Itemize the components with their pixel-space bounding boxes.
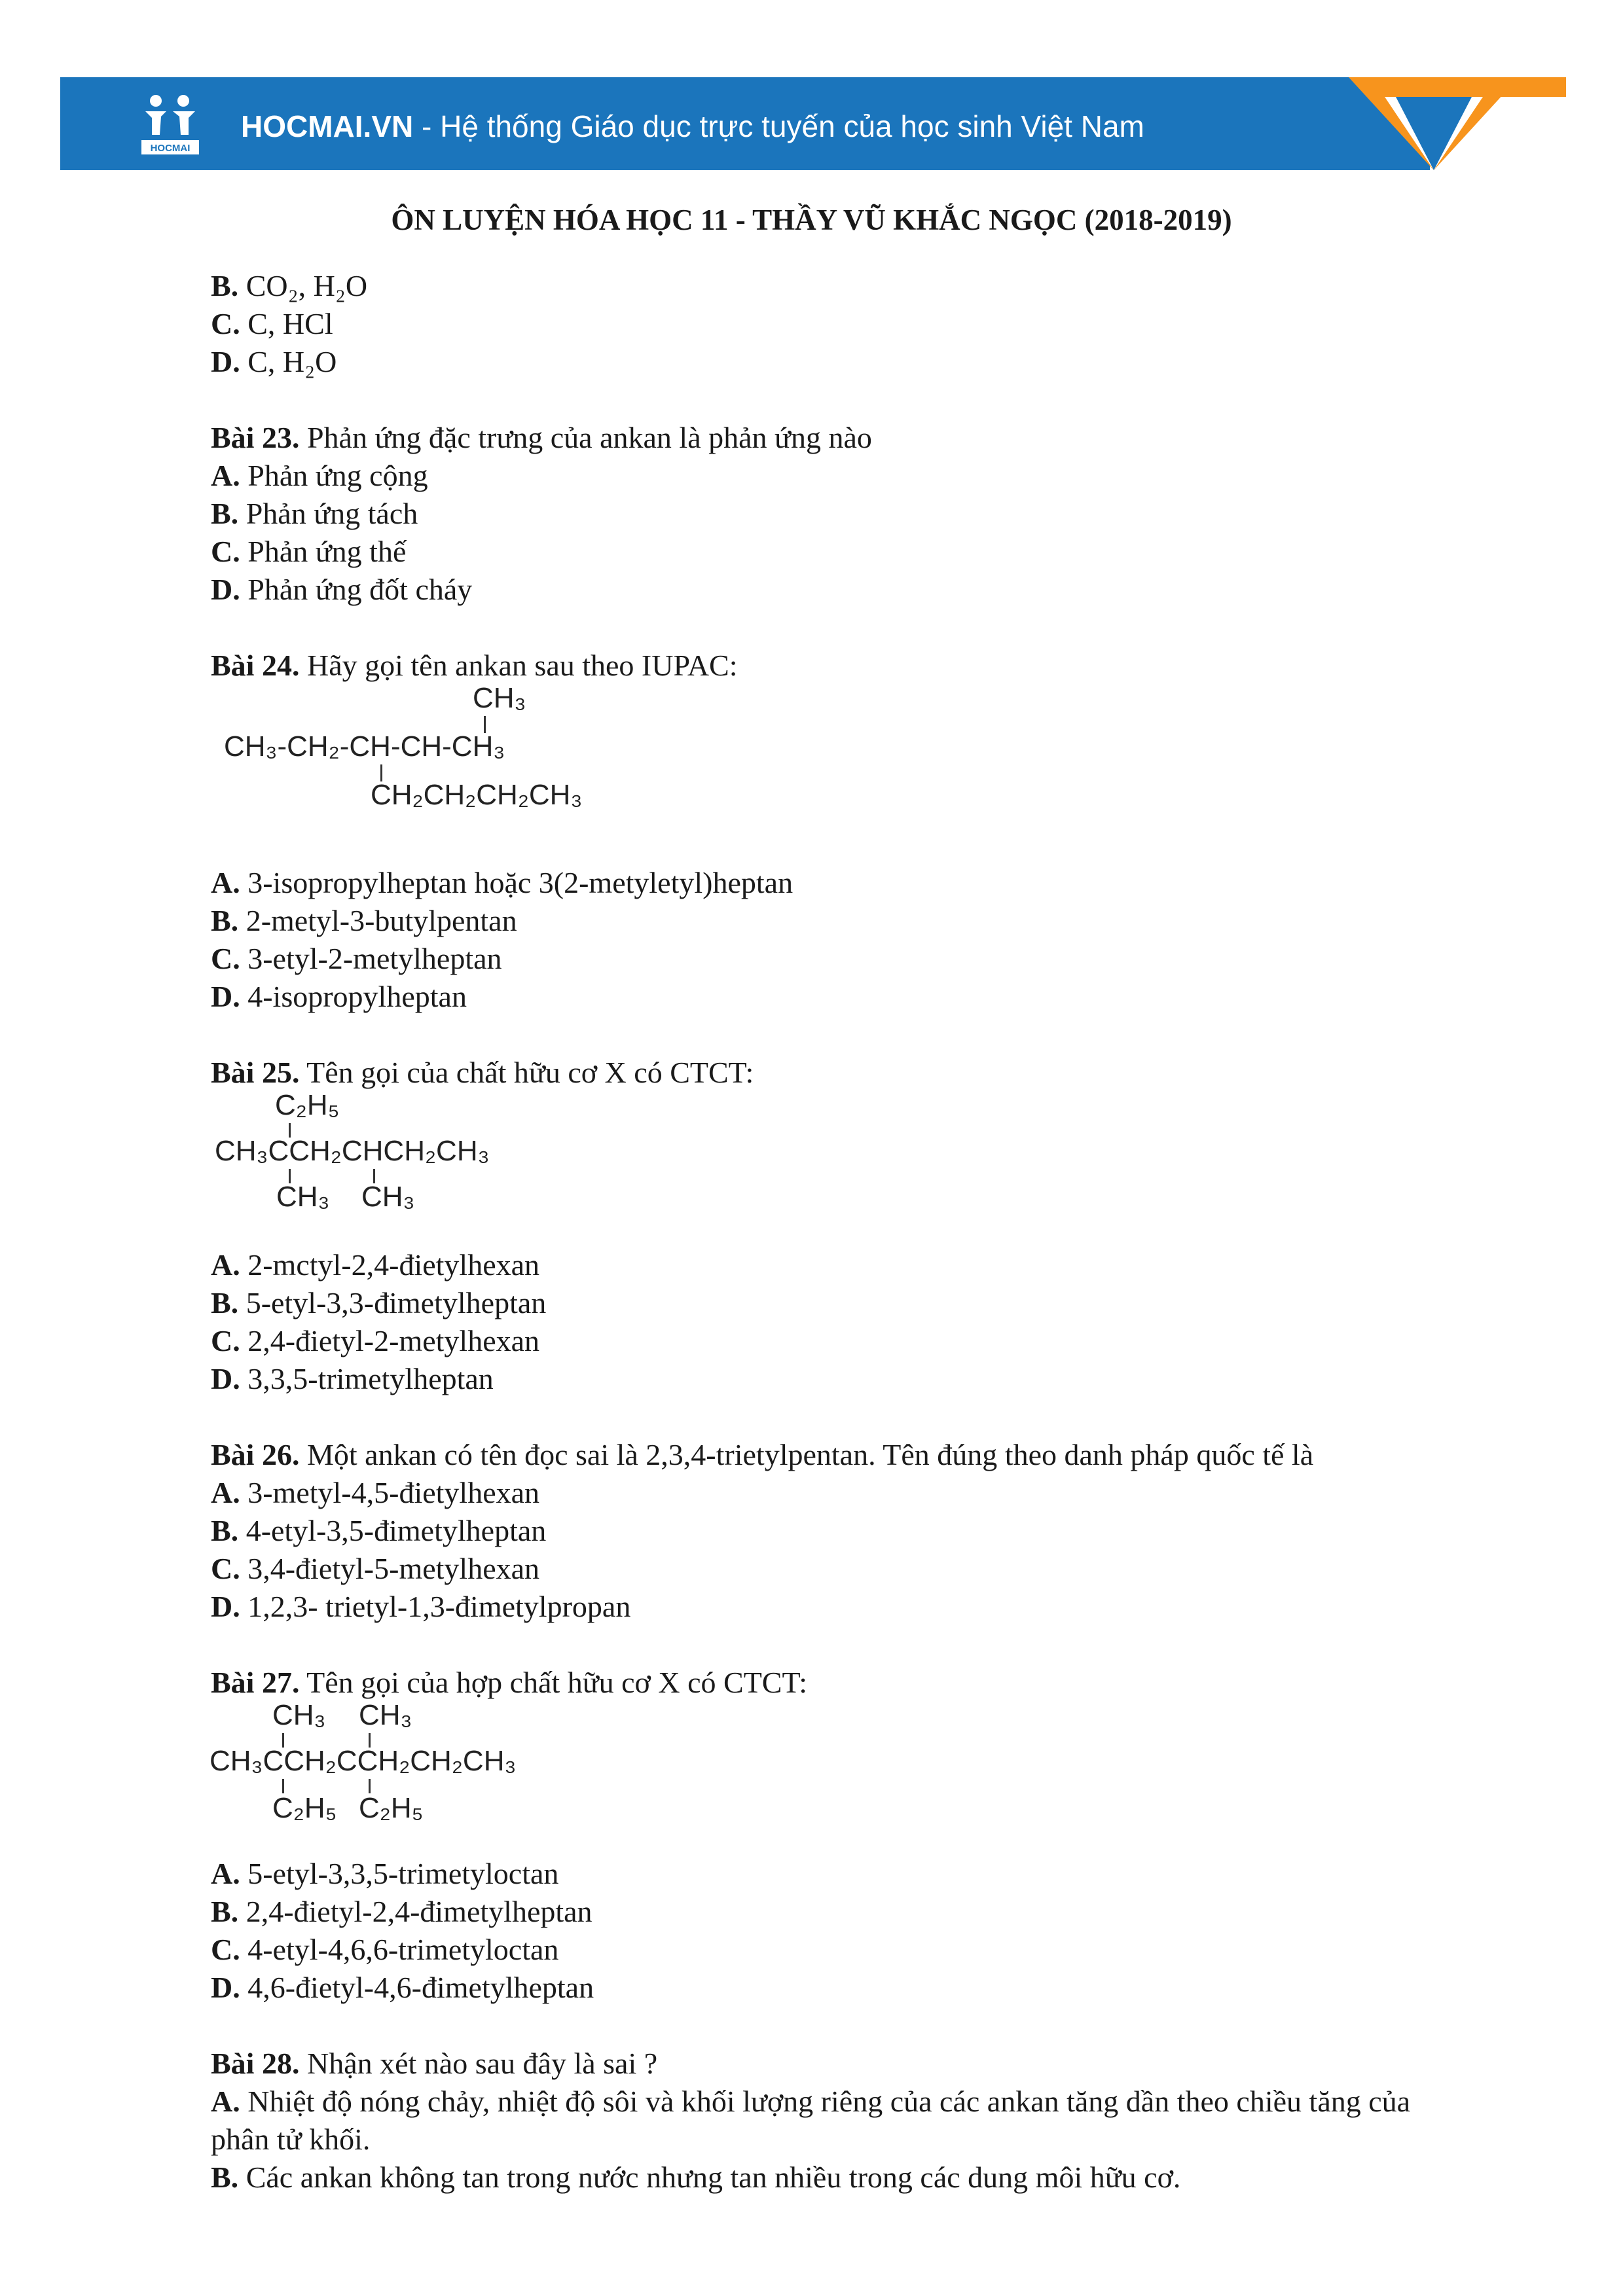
question-label: Bài 27. — [211, 1666, 300, 1699]
banner-stripe — [1370, 77, 1566, 97]
option-b — [211, 1893, 593, 1931]
option-text: Phản ứng tách — [238, 497, 418, 530]
question-23 — [211, 419, 872, 457]
option-b — [211, 1512, 546, 1550]
option-letter: A. — [211, 459, 240, 492]
option-text: CO₂, H₂O — [238, 269, 368, 302]
option-d — [211, 343, 337, 381]
option-text: Các ankan không tan trong nước nhưng tan nhiều trong các dung môi hữu cơ. — [238, 2161, 1181, 2194]
option-b — [211, 2159, 1180, 2197]
option-d — [211, 1969, 594, 2007]
question-text: Hãy gọi tên ankan sau theo IUPAC: — [299, 649, 738, 682]
option-letter: D. — [211, 573, 240, 606]
option-letter: C. — [211, 1324, 240, 1357]
option-text: C, HCl — [240, 307, 333, 340]
option-letter: B. — [211, 2161, 239, 2194]
brand-tagline: - Hệ thống Giáo dục trực tuyến của học sinh Việt Nam — [413, 109, 1144, 143]
option-letter: D. — [211, 980, 240, 1013]
option-b — [211, 1284, 546, 1322]
option-text: 2-metyl-3-butylpentan — [238, 904, 517, 937]
option-text: Phản ứng thế — [240, 535, 407, 568]
option-d — [211, 1588, 630, 1626]
option-letter: A. — [211, 1857, 240, 1890]
question-text: Tên gọi của chất hữu cơ X có CTCT: — [299, 1056, 754, 1089]
option-text: 4,6-đietyl-4,6-đimetylheptan — [240, 1971, 594, 2004]
option-text: 4-etyl-3,5-đimetylheptan — [238, 1514, 547, 1547]
option-text: 3,4-đietyl-5-metylhexan — [240, 1552, 540, 1585]
question-label: Bài 28. — [211, 2047, 300, 2080]
option-d — [211, 978, 467, 1016]
option-text: Phản ứng đốt cháy — [240, 573, 473, 606]
option-letter: D. — [211, 345, 240, 378]
option-a — [211, 457, 428, 495]
option-letter: A. — [211, 866, 240, 899]
option-text: 3-etyl-2-metylheptan — [240, 942, 502, 975]
option-text: C, H₂O — [240, 345, 337, 378]
option-text: 3,3,5-trimetylheptan — [240, 1362, 494, 1395]
option-a — [211, 1474, 539, 1512]
formula-branch-bottom: CH₃ — [361, 1181, 415, 1213]
formula-main-chain: CH₃CCH₂CCH₂CH₂CH₃ — [210, 1745, 517, 1777]
question-text: Tên gọi của hợp chất hữu cơ X có CTCT: — [299, 1666, 808, 1699]
option-text: 5-etyl-3,3,5-trimetyloctan — [240, 1857, 559, 1890]
option-letter: D. — [211, 1971, 240, 2004]
question-25 — [211, 1054, 754, 1092]
option-letter: A. — [211, 1476, 240, 1509]
option-letter: D. — [211, 1590, 240, 1623]
option-text: Phản ứng cộng — [240, 459, 428, 492]
logo-wordmark: HOCMAI — [150, 143, 191, 154]
formula-branch-bottom: C₂H₅ — [272, 1792, 337, 1824]
hocmai-logo-icon — [136, 92, 204, 157]
option-text: 5-etyl-3,3-đimetylheptan — [238, 1286, 547, 1319]
option-c — [211, 305, 333, 343]
option-letter: B. — [211, 1286, 239, 1319]
option-c — [211, 1550, 539, 1588]
option-letter: B. — [211, 497, 239, 530]
option-b — [211, 902, 517, 940]
brand-name: HOCMAI.VN — [241, 109, 414, 143]
question-label: Bài 23. — [211, 421, 300, 454]
option-letter: B. — [211, 904, 239, 937]
formula-bond — [369, 1779, 371, 1793]
banner-accent-core — [1396, 97, 1472, 170]
option-d — [211, 1360, 494, 1398]
option-b — [211, 495, 418, 533]
option-letter: B. — [211, 1514, 239, 1547]
option-text: 2,4-đietyl-2,4-đimetylheptan — [238, 1895, 593, 1928]
question-24 — [211, 647, 738, 685]
option-text: 2-mctyl-2,4-đietylhexan — [240, 1248, 540, 1282]
option-a — [211, 1855, 558, 1893]
formula-branch-bottom: CH₂CH₂CH₂CH₃ — [371, 779, 583, 811]
option-text: Nhiệt độ nóng chảy, nhiệt độ sôi và khối lượng riêng của các ankan tăng dần theo chiều tăng của phân tử khối. — [211, 2085, 1411, 2156]
formula-branch-top: CH₃ — [473, 682, 526, 714]
formula-branch-top: C₂H₅ — [275, 1089, 340, 1121]
option-text: 3-isopropylheptan hoặc 3(2-metyletyl)heptan — [240, 866, 793, 899]
question-28 — [211, 2045, 657, 2083]
option-c — [211, 533, 406, 571]
question-text: Phản ứng đặc trưng của ankan là phản ứng nào — [299, 421, 872, 454]
question-text: Một ankan có tên đọc sai là 2,3,4-trietylpentan. Tên đúng theo danh pháp quốc tế là — [299, 1438, 1314, 1471]
question-label: Bài 26. — [211, 1438, 300, 1471]
option-letter: C. — [211, 1933, 240, 1966]
question-label: Bài 25. — [211, 1056, 300, 1089]
banner-text — [241, 109, 1144, 144]
option-text: 1,2,3- trietyl-1,3-đimetylpropan — [240, 1590, 631, 1623]
option-letter: B. — [211, 1895, 239, 1928]
formula-branch-bottom: CH₃ — [276, 1181, 330, 1213]
option-letter: C. — [211, 307, 240, 340]
option-c — [211, 1322, 539, 1360]
document-title: ÔN LUYỆN HÓA HỌC 11 - THẦY VŨ KHẮC NGỌC (2018-2019) — [391, 204, 1232, 236]
question-label: Bài 24. — [211, 649, 300, 682]
option-letter: D. — [211, 1362, 240, 1395]
option-letter: C. — [211, 942, 240, 975]
formula-branch-top: CH₃ — [359, 1699, 412, 1731]
option-d — [211, 571, 472, 609]
option-letter: C. — [211, 1552, 240, 1585]
formula-bond — [282, 1779, 284, 1793]
formula-branch-top: CH₃ — [272, 1699, 326, 1731]
option-c — [211, 940, 502, 978]
question-27 — [211, 1664, 807, 1702]
formula-main-chain: CH₃CCH₂CHCH₂CH₃ — [215, 1135, 490, 1167]
option-text: 4-isopropylheptan — [240, 980, 467, 1013]
option-a — [211, 864, 793, 902]
formula-main-chain: CH₃-CH₂-CH-CH-CH₃ — [224, 730, 505, 762]
option-letter: B. — [211, 269, 239, 302]
option-text: 3-metyl-4,5-đietylhexan — [240, 1476, 540, 1509]
option-text: 4-etyl-4,6,6-trimetyloctan — [240, 1933, 559, 1966]
option-a — [211, 2083, 1429, 2159]
option-text: 2,4-đietyl-2-metylhexan — [240, 1324, 540, 1357]
question-26 — [211, 1436, 1313, 1474]
option-b — [211, 267, 367, 305]
option-letter: A. — [211, 2085, 240, 2118]
option-letter: A. — [211, 1248, 240, 1282]
option-letter: C. — [211, 535, 240, 568]
formula-branch-bottom: C₂H₅ — [359, 1792, 424, 1824]
option-a — [211, 1246, 539, 1284]
question-text: Nhận xét nào sau đây là sai ? — [299, 2047, 658, 2080]
option-c — [211, 1931, 558, 1969]
